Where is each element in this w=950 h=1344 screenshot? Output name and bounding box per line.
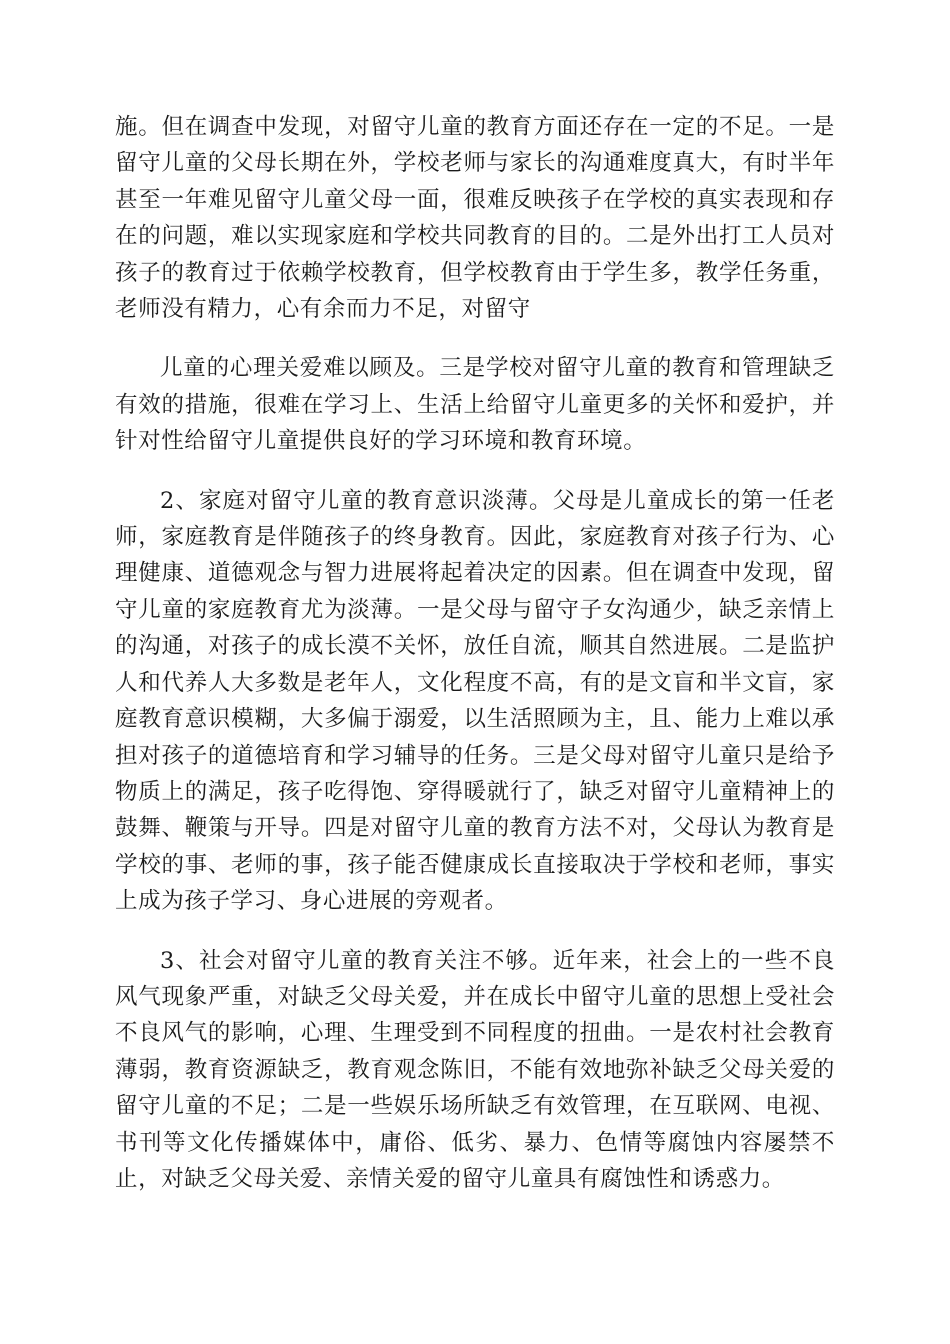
- paragraph-social-education: 3、社会对留守儿童的教育关注不够。近年来，社会上的一些不良风气现象严重，对缺乏父母关爱，并在成长中留守儿童的思想上受社会不良风气的影响，心理、生理受到不同程度的扭曲。一是农村社会教育薄弱，教育资源缺乏，教育观念陈旧，不能有效地弥补缺乏父母关爱的留守儿童的不足；二是一些娱乐场所缺乏有效管理，在互联网、电视、书刊等文化传播媒体中，庸俗、低劣、暴力、色情等腐蚀内容屡禁不止，对缺乏父母关爱、亲情关爱的留守儿童具有腐蚀性和诱惑力。: [115, 947, 835, 1192]
- paragraph-family-education: 2、家庭对留守儿童的教育意识淡薄。父母是儿童成长的第一任老师，家庭教育是伴随孩子的终身教育。因此，家庭教育对孩子行为、心理健康、道德观念与智力进展将起着决定的因素。但在调查中发现，留守儿童的家庭教育尤为淡薄。一是父母与留守子女沟通少，缺乏亲情上的沟通，对孩子的成长漠不关怀，放任自流，顺其自然进展。二是监护人和代养人大多数是老年人，文化程度不高，有的是文盲和半文盲，家庭教育意识模糊，大多偏于溺爱，以生活照顾为主，且、能力上难以承担对孩子的道德培育和学习辅导的任务。三是父母对留守儿童只是给予物质上的满足，孩子吃得饱、穿得暖就行了，缺乏对留守儿童精神上的鼓舞、鞭策与开导。四是对留守儿童的教育方法不对，父母认为教育是学校的事、老师的事，孩子能否健康成长直接取决于学校和老师，事实上成为孩子学习、身心进展的旁观者。: [115, 487, 835, 915]
- paragraph-school-care: 儿童的心理关爱难以顾及。三是学校对留守儿童的教育和管理缺乏有效的措施，很难在学习上、生活上给留守儿童更多的关怀和爱护，并针对性给留守儿童提供良好的学习环境和教育环境。: [115, 355, 835, 455]
- document-page: [115, 109, 835, 1197]
- paragraph-continuation: 施。但在调查中发现，对留守儿童的教育方面还存在一定的不足。一是留守儿童的父母长期在外，学校老师与家长的沟通难度真大，有时半年甚至一年难见留守儿童父母一面，很难反映孩子在学校的真实表现和存在的问题，难以实现家庭和学校共同教育的目的。二是外出打工人员对孩子的教育过于依赖学校教育，但学校教育由于学生多，教学任务重，老师没有精力，心有余而力不足，对留守: [115, 114, 835, 323]
